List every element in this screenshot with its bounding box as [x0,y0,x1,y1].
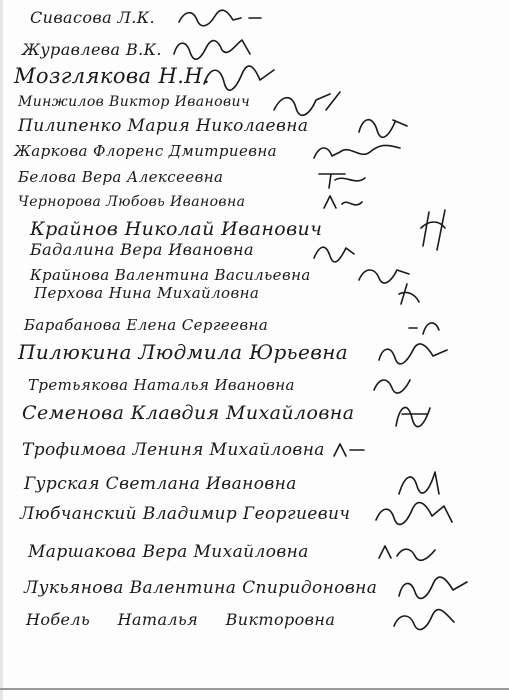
signature [395,574,475,604]
entry-name: Минжилов Виктор Иванович [18,94,251,110]
signature [370,372,420,398]
signature [395,466,445,502]
signature [390,608,470,634]
entry-row [0,436,509,468]
page-bottom-edge [0,688,509,690]
entry-name: Маршакова Вера Михайловна [28,542,309,562]
signature [395,280,425,310]
entry-row [0,400,509,432]
signature [175,6,265,30]
signature [375,340,455,368]
signature [320,190,370,216]
entry-name: Барабанова Елена Сергеевна [24,316,269,334]
entry-name: Крайнова Валентина Васильевна [30,266,311,284]
entry-name: Семенова Клавдия Михайловна [22,402,355,424]
signature [372,500,462,530]
entry-row [0,574,509,606]
entry-name: Перхова Нина Михайловна [34,284,260,302]
entry-name: Лукьянова Валентина Спиридоновна [24,578,378,598]
signature [375,540,445,566]
entry-row [0,500,509,532]
entry-name: Журавлева В.К. [22,40,162,59]
entry-row [0,606,509,638]
entry-name: Мозглякова Н.Н. [14,64,211,88]
entry-name: Нобель Наталья Викторовна [26,610,336,629]
entry-name: Гурская Светлана Ивановна [24,474,297,494]
signature [330,438,370,464]
entry-name: Пилюкина Людмила Юрьевна [18,340,349,364]
entry-name: Пилипенко Мария Николаевна [18,116,309,136]
entry-name: Белова Вера Алексеевна [18,168,224,186]
entry-name: Сивасова Л.К. [30,8,156,27]
entry-row [0,538,509,570]
signature [390,398,440,432]
entry-row [0,470,509,502]
signature [170,34,260,64]
entry-name: Чернорова Любовь Ивановна [18,194,246,210]
entry-row [0,338,509,370]
entry-name: Жаркова Флоренс Дмитриевна [14,142,277,160]
signature [310,238,360,264]
entry-name: Бадалина Вера Ивановна [30,240,254,259]
signature [405,314,445,338]
entry-row [0,280,509,312]
entry-name: Любчанский Владимир Георгиевич [20,504,351,524]
entry-name: Трофимова Лениня Михайловна [22,440,325,460]
entry-name: Третьякова Наталья Ивановна [28,376,295,394]
entry-row [0,2,509,34]
entry-name: Крайнов Николай Иванович [30,218,323,240]
